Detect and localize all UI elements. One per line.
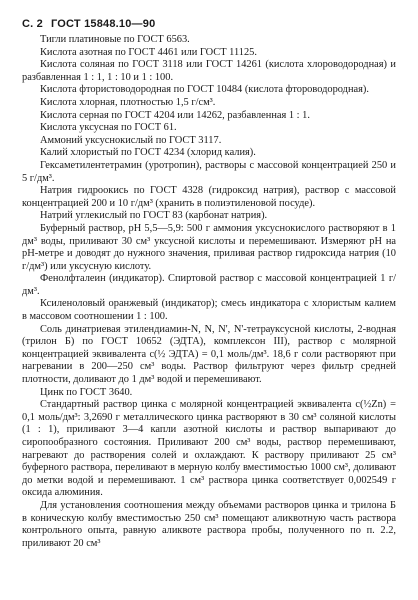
paragraph: Кислота соляная по ГОСТ 3118 или ГОСТ 14261 (кислота хлороводородная) и разбавленная 1 : 1, 1 : 10 и 1 : 100. bbox=[22, 59, 396, 83]
paragraph: Кислота серная по ГОСТ 4204 или 14262, разбавленная 1 : 1. bbox=[40, 109, 310, 121]
standard-code: ГОСТ 15848.10—90 bbox=[50, 18, 156, 30]
paragraph: Аммоний уксуснокислый по ГОСТ 3117. bbox=[40, 134, 222, 146]
paragraph: Стандартный раствор цинка с молярной концентрацией эквивалента c(½Zn) = 0,1 моль/дм³: 3,2690 г металлического цинка растворяют в 30 см³ соляной кислоты (1 : 1), приливают 3—4 капли азотной кислоты и раствор выпаривают до сиропообразного состояния. Приливают 200 см³ воды, раствор перемешивают, нагревают до растворения солей и охлаждают. К раствору приливают 25 см³ буферного раствора, переливают в мерную колбу вместимостью 1000 см³, доливают до метки водой и перемешивают. 1 см³ раствора цинка соответствует 0,002549 г оксида алюминия. bbox=[22, 399, 396, 499]
page-header bbox=[22, 18, 396, 30]
paragraph: Соль динатриевая этилендиамин-N, N, N', N'-тетрауксусной кислоты, 2-водная (трилон Б) по ГОСТ 10652 (ЭДТА), комплексон III), раствор с молярной концентрацией эквивалента c(½ ЭДТА) = 0,1 моль/дм³. 18,6 г соли растворяют при нагревании в 200—250 см³ воды. Раствор фильтруют через фильтр средней плотности, доливают до 1 дм³ водой и перемешивают. bbox=[22, 323, 396, 386]
paragraph: Кислота уксусная по ГОСТ 61. bbox=[40, 122, 177, 134]
paragraph: Для установления соотношения между объемами растворов цинка и трилона Б в коническую колбу вместимостью 250 см³ помещают аликвотную часть раствора контрольного опыта, равную аликвоте раствора пробы, полученного по п. 2.2, приливают 20 см³ bbox=[22, 499, 396, 549]
paragraph: Натрий углекислый по ГОСТ 83 (карбонат натрия). bbox=[40, 210, 268, 222]
paragraph: Кислота фтористоводородная по ГОСТ 10484 (кислота фтороводородная). bbox=[40, 84, 369, 96]
paragraph: Фенолфталеин (индикатор). Спиртовой раствор с массовой концентрацией 1 г/дм³. bbox=[22, 273, 396, 297]
paragraph: Ксиленоловый оранжевый (индикатор); смесь индикатора с хлористым калием в массовом соотношении 1 : 100. bbox=[22, 298, 396, 323]
paragraph: Тигли платиновые по ГОСТ 6563. bbox=[40, 34, 190, 45]
paragraph: Кислота азотная по ГОСТ 4461 или ГОСТ 11125. bbox=[40, 46, 257, 58]
document-body bbox=[22, 34, 396, 550]
page-number: С. 2 bbox=[22, 18, 43, 30]
paragraph: Калий хлористый по ГОСТ 4234 (хлорид калия). bbox=[40, 147, 256, 159]
paragraph: Натрия гидроокись по ГОСТ 4328 (гидроксид натрия), раствор с массовой концентрацией 200 и 10 г/дм³ (хранить в полиэтиленовой посуде). bbox=[22, 185, 396, 209]
paragraph: Буферный раствор, рН 5,5—5,9: 500 г аммония уксуснокислого растворяют в 1 дм³ воды, приливают 30 см³ уксусной кислоты и перемешивают. Измеряют рН на рН-метре и доводят до нужного значения, приливая раствор гидроксида натрия (10 г/дм³) или уксусную кислоту. bbox=[22, 222, 396, 272]
paragraph: Цинк по ГОСТ 3640. bbox=[40, 386, 133, 398]
paragraph: Кислота хлорная, плотностью 1,5 г/см³. bbox=[40, 96, 216, 108]
paragraph: Гексаметилентетрамин (уротропин), растворы с массовой концентрацией 250 и 5 г/дм³. bbox=[22, 159, 396, 184]
